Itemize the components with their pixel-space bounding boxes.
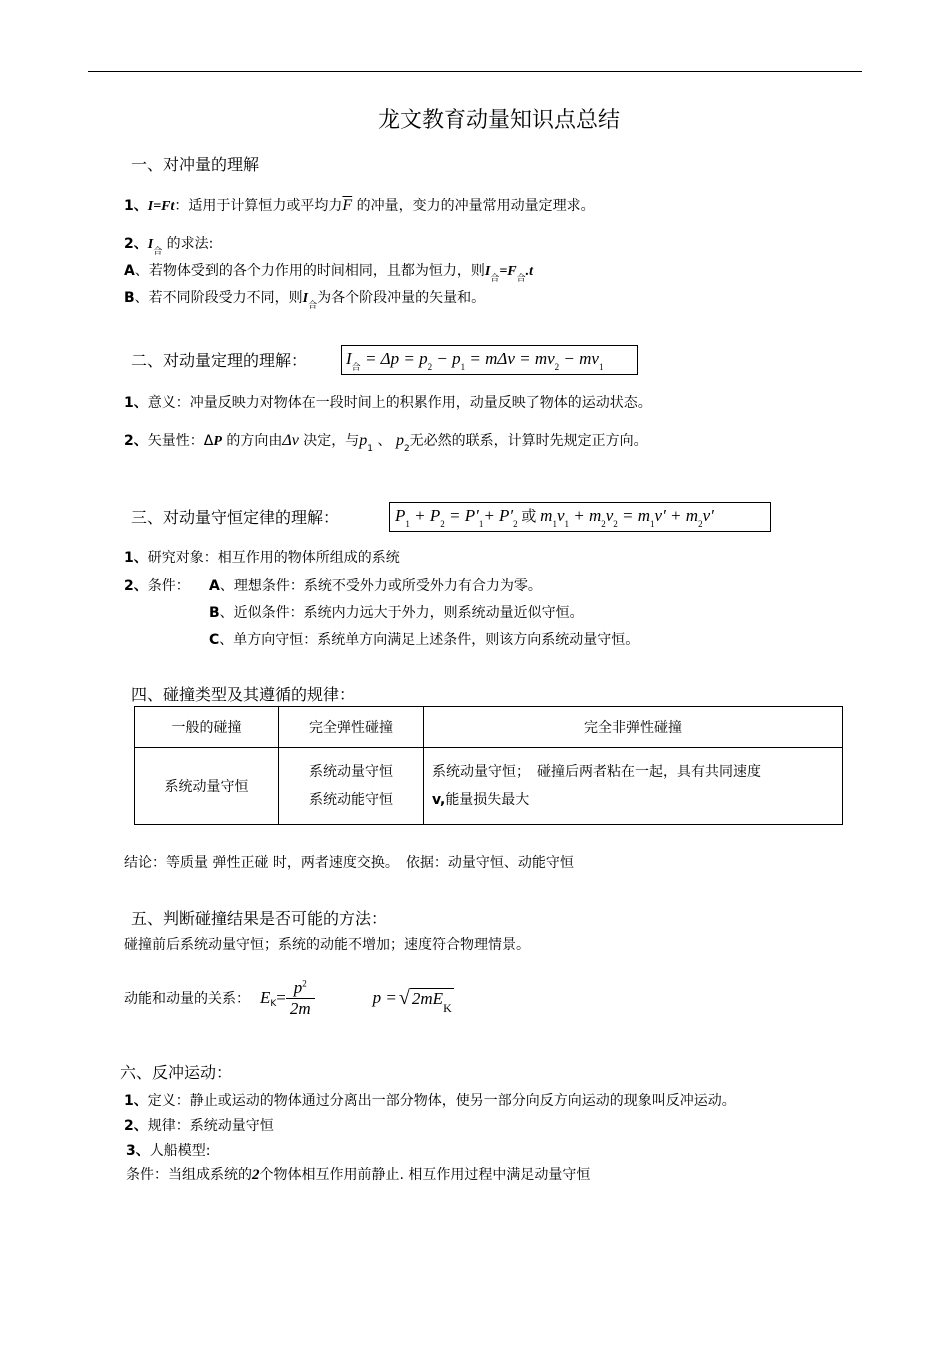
s1-itemB-label: B: [124, 290, 135, 306]
s1-itemB-sub: 合: [308, 301, 318, 311]
cf-a: P: [395, 506, 406, 525]
table-cell-inelastic: [424, 748, 843, 825]
s6-condition: [126, 1164, 590, 1184]
s6-item3: [126, 1140, 210, 1160]
table-cell-general: 系统动量守恒: [135, 748, 279, 825]
s6-item1-num: 1、: [124, 1093, 148, 1109]
cf-h-sub: 2: [613, 519, 618, 529]
formula-I: I: [346, 349, 352, 368]
s1-item2: [124, 233, 214, 257]
s1-itemB-I: I: [302, 291, 309, 306]
s1-item2-text: 的求法:: [162, 236, 214, 252]
num-p: p: [293, 977, 303, 997]
s2-item2-text-b: 的方向由: [221, 433, 283, 449]
p-equals: p =: [372, 988, 397, 1007]
section4-heading: 四、碰撞类型及其遵循的规律：: [131, 685, 356, 704]
cf-d: + P′: [483, 506, 514, 525]
formula-part-d: − mv: [559, 349, 599, 368]
root-sub: K: [443, 1000, 452, 1015]
cf-a-sub: 1: [405, 519, 410, 529]
s2-item1: [124, 392, 652, 412]
s1-item1-formula: I=Ft: [147, 199, 175, 214]
cond-b-label: B: [209, 605, 220, 621]
s3-item2: [124, 575, 190, 595]
fraction-denominator: 2m: [289, 998, 311, 1018]
s2-item2-p1-sub: 1: [367, 444, 374, 454]
ek-symbol: E: [260, 988, 271, 1007]
ek-sub: K: [270, 999, 277, 1009]
table-cell-elastic: [279, 748, 424, 825]
s6-item3-num: 3、: [126, 1143, 150, 1159]
formula-part-a: = Δp = p: [360, 349, 428, 368]
elastic-line2: 系统动能守恒: [309, 792, 393, 808]
s1-item2-I: I: [147, 237, 154, 252]
cf-e-sub: 1: [552, 519, 557, 529]
s6-item3-text: 人船模型:: [149, 1143, 211, 1159]
s1-item1: [124, 195, 595, 215]
elastic-line1: 系统动量守恒: [309, 764, 393, 780]
s2-item2-P: P: [213, 434, 222, 449]
s1-itemA-sub2: 合: [516, 274, 526, 284]
cf-e: m: [540, 506, 553, 525]
section2-heading: 二、对动量定理的理解：: [131, 351, 308, 370]
inelastic-v: v,: [432, 792, 446, 808]
s6-cond-b: 个物体相互作用前静止. 相互作用过程中满足动量守恒: [259, 1167, 591, 1183]
cond-c-label: C: [209, 632, 220, 648]
cf-d-sub: 2: [513, 519, 518, 529]
cf-g: + m: [569, 506, 602, 525]
s1-item1-text-a: ：适用于计算恒力或平均力: [174, 198, 343, 214]
ek-p-relation: [124, 975, 454, 1021]
s1-item2-sub: 合: [153, 247, 163, 257]
s1-itemB-text: 、若不同阶段受力不同，则: [134, 290, 303, 306]
formula-part-c: = mΔv = mv: [465, 349, 555, 368]
cf-j: v′ + m: [654, 506, 699, 525]
s3-item1: [124, 547, 400, 567]
cf-f-sub: 1: [564, 519, 569, 529]
s3-item1-num: 1、: [124, 550, 148, 566]
section6-heading: 六、反冲运动：: [120, 1063, 233, 1082]
inelastic-line2: 能量损失最大: [445, 792, 530, 808]
s3-item2-num: 2、: [124, 578, 148, 594]
num-sup: 2: [302, 977, 307, 988]
section1-heading: 一、对冲量的理解: [131, 155, 260, 174]
s1-itemA-text: 、若物体受到的各个力作用的时间相同，且都为恒力，则: [134, 263, 485, 279]
s2-item2: [124, 430, 648, 454]
cf-i-sub: 1: [650, 519, 655, 529]
collision-table: [134, 706, 843, 825]
table-header-row: [135, 707, 843, 748]
cond-b-text: 、近似条件：系统内力远大于外力，则系统动量近似守恒。: [219, 605, 584, 621]
s1-itemA-label: A: [124, 263, 135, 279]
s1-item1-num: 1、: [124, 198, 148, 214]
s3-condition-c: [209, 629, 639, 649]
s2-item2-dv: Δv: [282, 432, 299, 449]
s1-itemA: [124, 260, 534, 284]
s1-item2-num: 2、: [124, 236, 148, 252]
root-expr: 2mE: [411, 988, 444, 1008]
s1-item1-avg-force: $\overline{F}$: [342, 197, 353, 214]
conservation-formula: [389, 502, 771, 532]
formula-sub-2: 2: [427, 362, 433, 372]
formula-part-b: − p: [432, 349, 461, 368]
s3-item1-text: 研究对象：相互作用的物体所组成的系统: [147, 550, 400, 566]
cf-f: v: [556, 506, 565, 525]
table-header-cell: 完全非弹性碰撞: [424, 707, 843, 748]
s2-item2-text-c: 决定，与: [298, 433, 360, 449]
ek-fraction: [286, 978, 315, 1019]
s2-item2-p2: p: [395, 432, 404, 449]
cf-i: = m: [617, 506, 651, 525]
formula-sub-he: 合: [351, 362, 361, 372]
s6-cond-a: 条件：当组成系统的: [126, 1167, 252, 1183]
cf-c: = P′: [444, 506, 479, 525]
s6-item2: [124, 1115, 274, 1135]
s3-condition-a: [209, 575, 542, 595]
s2-item1-text: 意义：冲量反映力对物体在一段时间上的积累作用，动量反映了物体的运动状态。: [147, 395, 652, 411]
cf-b-sub: 2: [440, 519, 445, 529]
top-rule: [88, 71, 862, 72]
sqrt-body: [410, 988, 454, 1015]
section3-heading: 三、对动量守恒定律的理解：: [131, 508, 340, 527]
table-header-cell: 完全弹性碰撞: [279, 707, 424, 748]
s3-item2-text: 条件：: [147, 578, 190, 594]
s2-item2-p1: p: [359, 432, 368, 449]
cf-b: + P: [409, 506, 441, 525]
s1-itemB-text2: 为各个阶段冲量的矢量和。: [317, 290, 486, 306]
s6-item2-text: 规律：系统动量守恒: [147, 1118, 274, 1134]
cond-a-label: A: [209, 578, 220, 594]
s6-item1: [124, 1090, 736, 1110]
s2-item2-text-d: 无必然的联系，计算时先规定正方向。: [409, 433, 648, 449]
s2-item1-num: 1、: [124, 395, 148, 411]
formula-sub-1b: 1: [598, 362, 604, 372]
s6-cond-2: 2: [252, 1167, 260, 1183]
s2-item2-text-a: 矢量性：Δ: [147, 433, 214, 449]
cond-a-text: 、理想条件：系统不受外力或所受外力有合力为零。: [219, 578, 542, 594]
s1-itemA-sub1: 合: [490, 274, 500, 284]
section5-heading: 五、判断碰撞结果是否可能的方法：: [131, 909, 388, 928]
s2-item2-sep: 、: [373, 433, 396, 449]
cond-c-text: 、单方向守恒：系统单方向满足上述条件，则该方向系统动量守恒。: [219, 632, 640, 648]
fraction-numerator: [286, 978, 315, 999]
cf-g-sub: 2: [601, 519, 606, 529]
s4-conclusion: 结论：等质量 弹性正碰 时，两者速度交换。 依据：动量守恒、动能守恒: [124, 855, 574, 871]
s3-condition-b: [209, 602, 584, 622]
formula-sub-1: 1: [460, 362, 466, 372]
ek-equals: =: [276, 988, 286, 1007]
formula-sub-2b: 2: [554, 362, 560, 372]
s6-item1-text: 定义：静止或运动的物体通过分离出一部分物体，使另一部分向反方向运动的现象叫反冲运动。: [147, 1093, 736, 1109]
s1-itemA-I: I: [484, 264, 491, 279]
momentum-theorem-formula: [341, 345, 638, 375]
s6-item2-num: 2、: [124, 1118, 148, 1134]
s2-item2-num: 2、: [124, 433, 148, 449]
cf-c-sub: 1: [478, 519, 484, 529]
table-row: [135, 748, 843, 825]
cf-h: v: [605, 506, 614, 525]
table-header-cell: 一般的碰撞: [135, 707, 279, 748]
cf-or: 或: [517, 509, 541, 525]
sqrt-icon: √: [398, 986, 410, 1009]
s1-itemA-t: .t: [525, 264, 534, 279]
s5-text: 碰撞前后系统动量守恒；系统的动能不增加；速度符合物理情景。: [124, 937, 530, 953]
s1-item1-text-b: 的冲量，变力的冲量常用动量定理求。: [352, 198, 595, 214]
cf-k: v′: [702, 506, 714, 525]
s2-item2-p2-sub: 2: [403, 444, 410, 454]
inelastic-line1: 系统动量守恒； 碰撞后两者粘在一起，具有共同速度: [432, 764, 761, 780]
page-title: 龙文教育动量知识点总结: [377, 108, 620, 133]
cf-j-sub: 2: [698, 519, 703, 529]
s1-itemB: [124, 287, 486, 311]
s1-itemA-eq: =F: [499, 264, 517, 279]
relation-label: 动能和动量的关系：: [124, 991, 250, 1007]
